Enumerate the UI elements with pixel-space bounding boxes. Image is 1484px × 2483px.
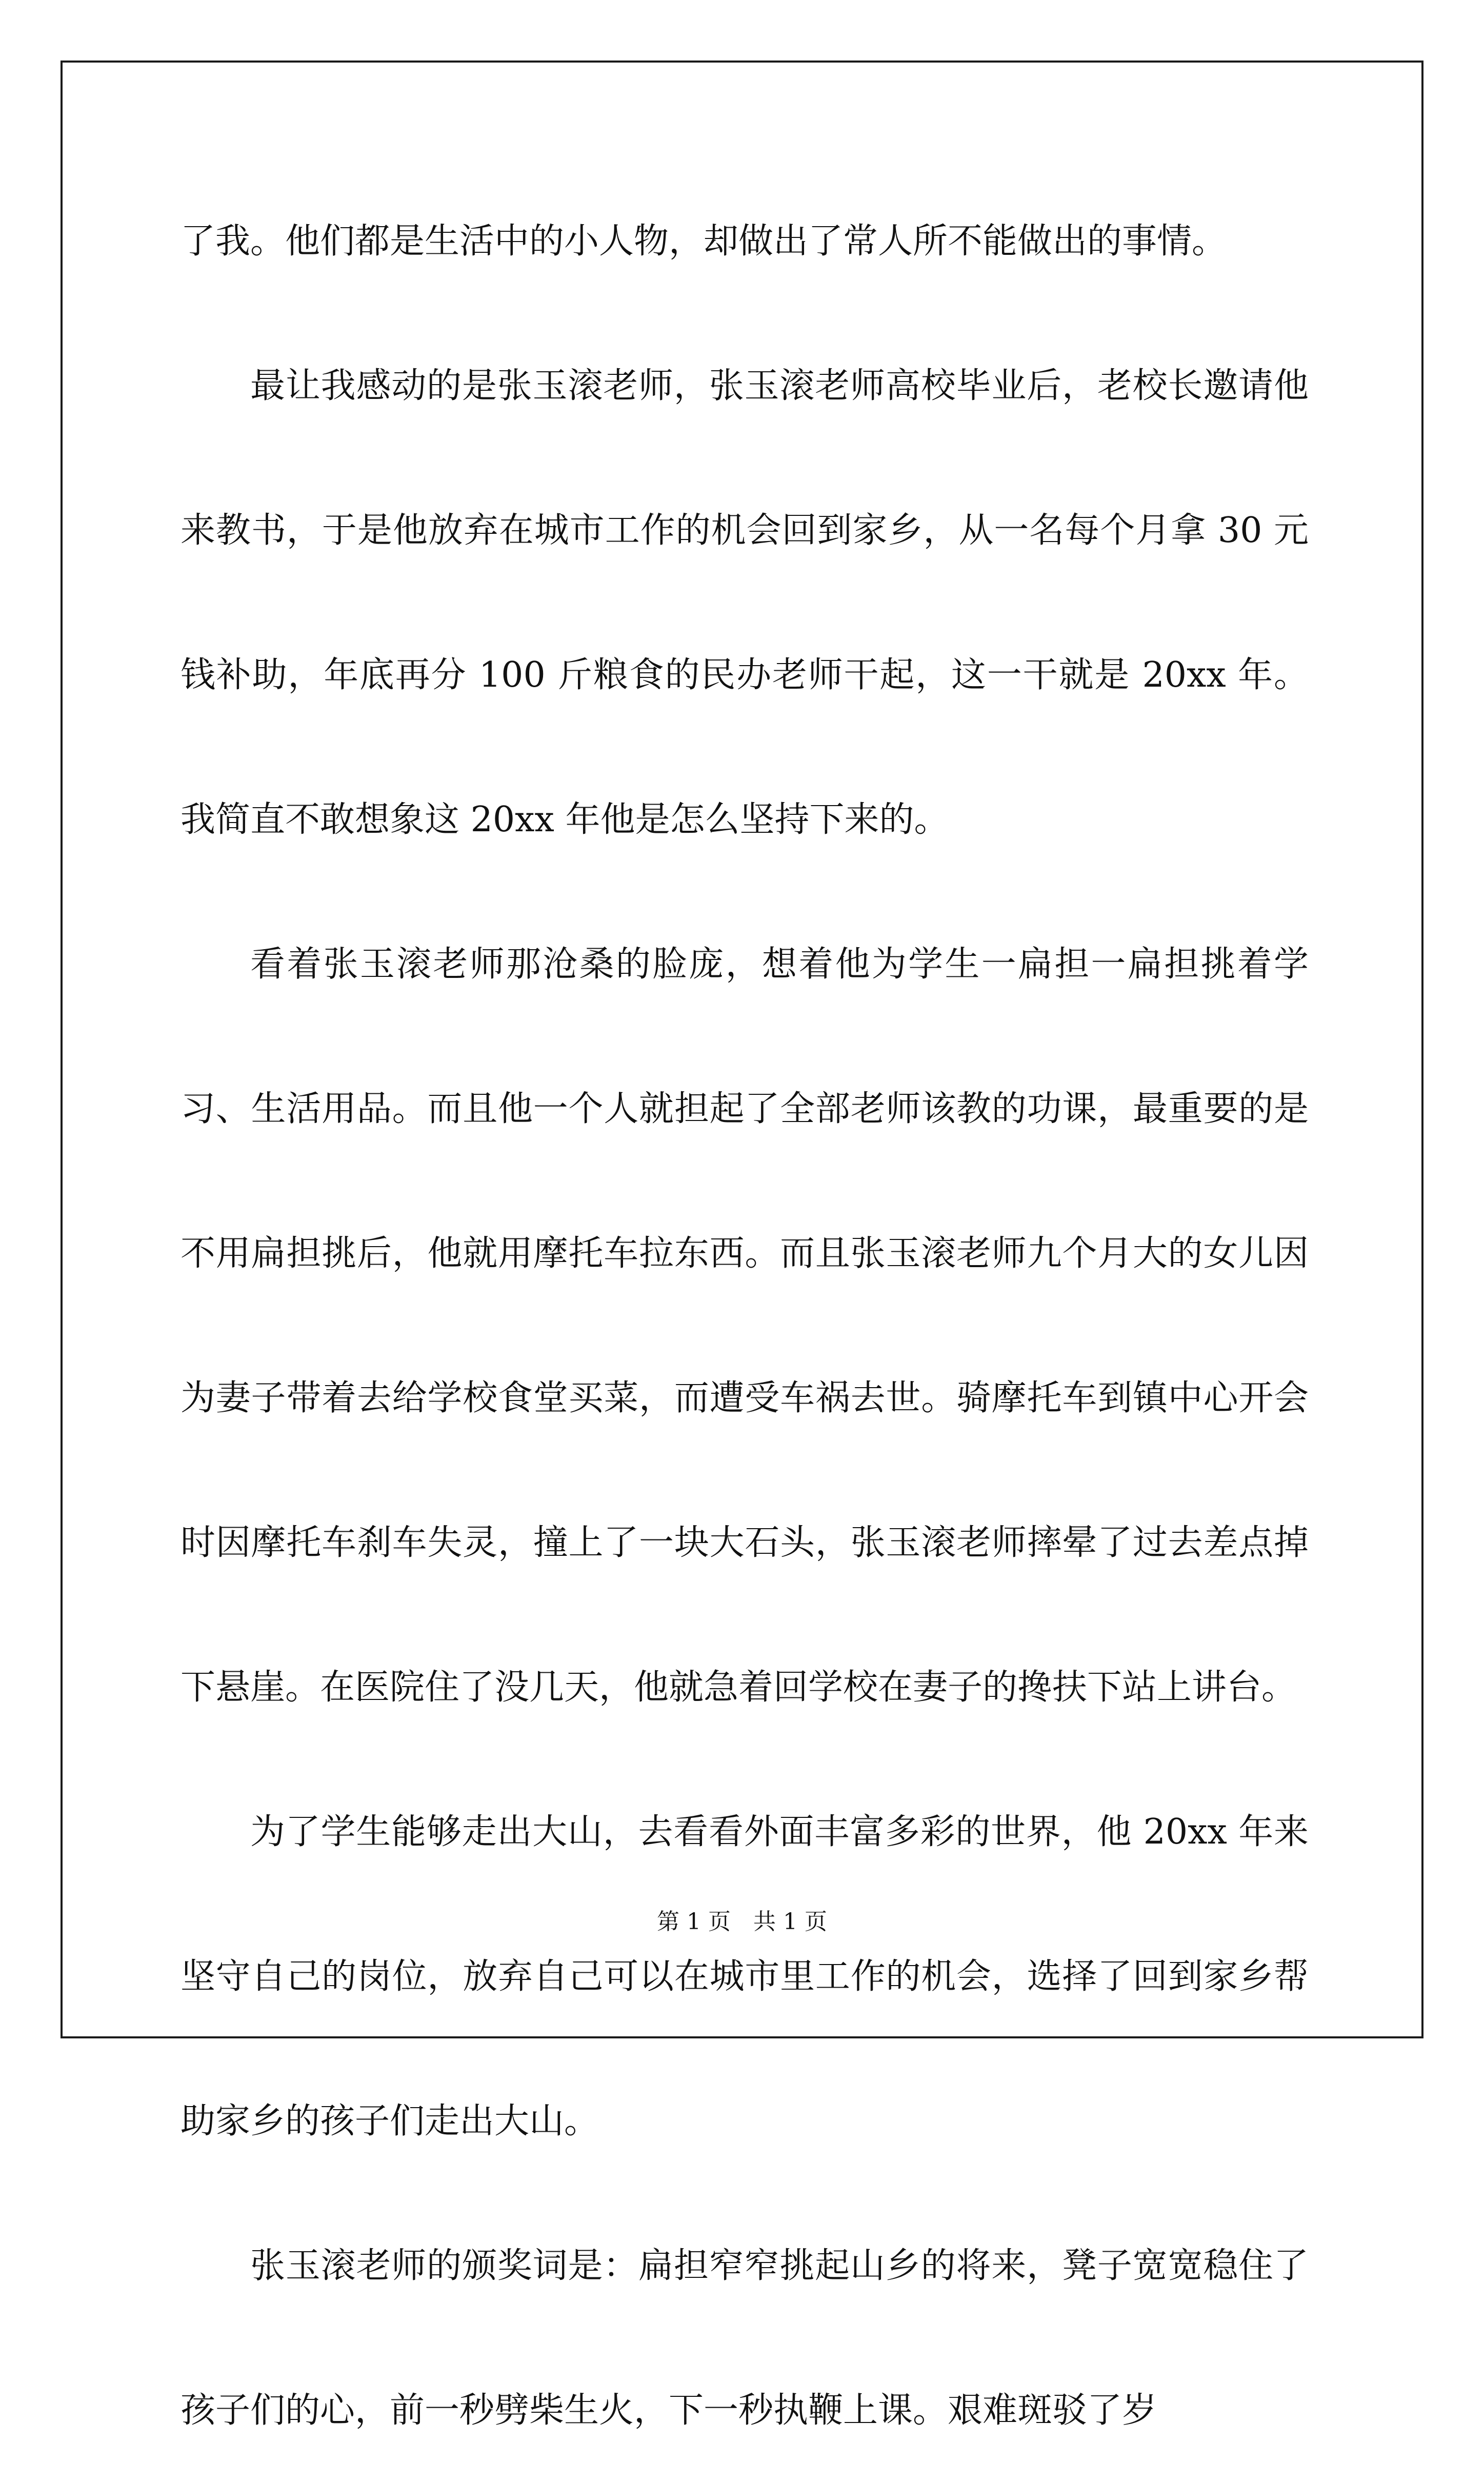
paragraph-3: 看着张玉滚老师那沧桑的脸庞，想着他为学生一扁担一扁担挑着学习、生活用品。而且他一个人就担起了全部老师该教的功课，最重要的是不用扁担挑后，他就用摩托车拉东西。而且张玉滚老师九个月大的女儿因为妻子带着去给学校食堂买菜，而遭受车祸去世。骑摩托车到镇中心开会时因摩托车刹车失灵，撞上了一块大石头，张玉滚老师摔晕了过去差点掉下悬崖。在医院住了没几天，他就急着回学校在妻子的搀扶下站上讲台。 xyxy=(181,944,1309,1708)
document-body xyxy=(181,169,1309,2483)
page-number-label: 第 1 页 共 1 页 xyxy=(657,1909,827,1935)
paragraph-5: 张玉滚老师的颁奖词是：扁担窄窄挑起山乡的将来，凳子宽宽稳住了孩子们的心，前一秒劈柴生火，下一秒执鞭上课。艰难斑驳了岁 xyxy=(181,2246,1309,2431)
page-footer xyxy=(0,1907,1484,1937)
paragraph-2: 最让我感动的是张玉滚老师，张玉滚老师高校毕业后，老校长邀请他来教书，于是他放弃在城市工作的机会回到家乡，从一名每个月拿 30 元钱补助，年底再分 100 斤粮食的民办老师干起，这一干就是 20xx 年。我简直不敢想象这 20xx 年他是怎么坚持下来的。 xyxy=(181,366,1309,840)
paragraph-1: 了我。他们都是生活中的小人物，却做出了常人所不能做出的事情。 xyxy=(181,221,1227,262)
paragraph-4: 为了学生能够走出大山，去看看外面丰富多彩的世界，他 20xx 年来坚守自己的岗位，放弃自己可以在城市里工作的机会，选择了回到家乡帮助家乡的孩子们走出大山。 xyxy=(181,1812,1309,2141)
